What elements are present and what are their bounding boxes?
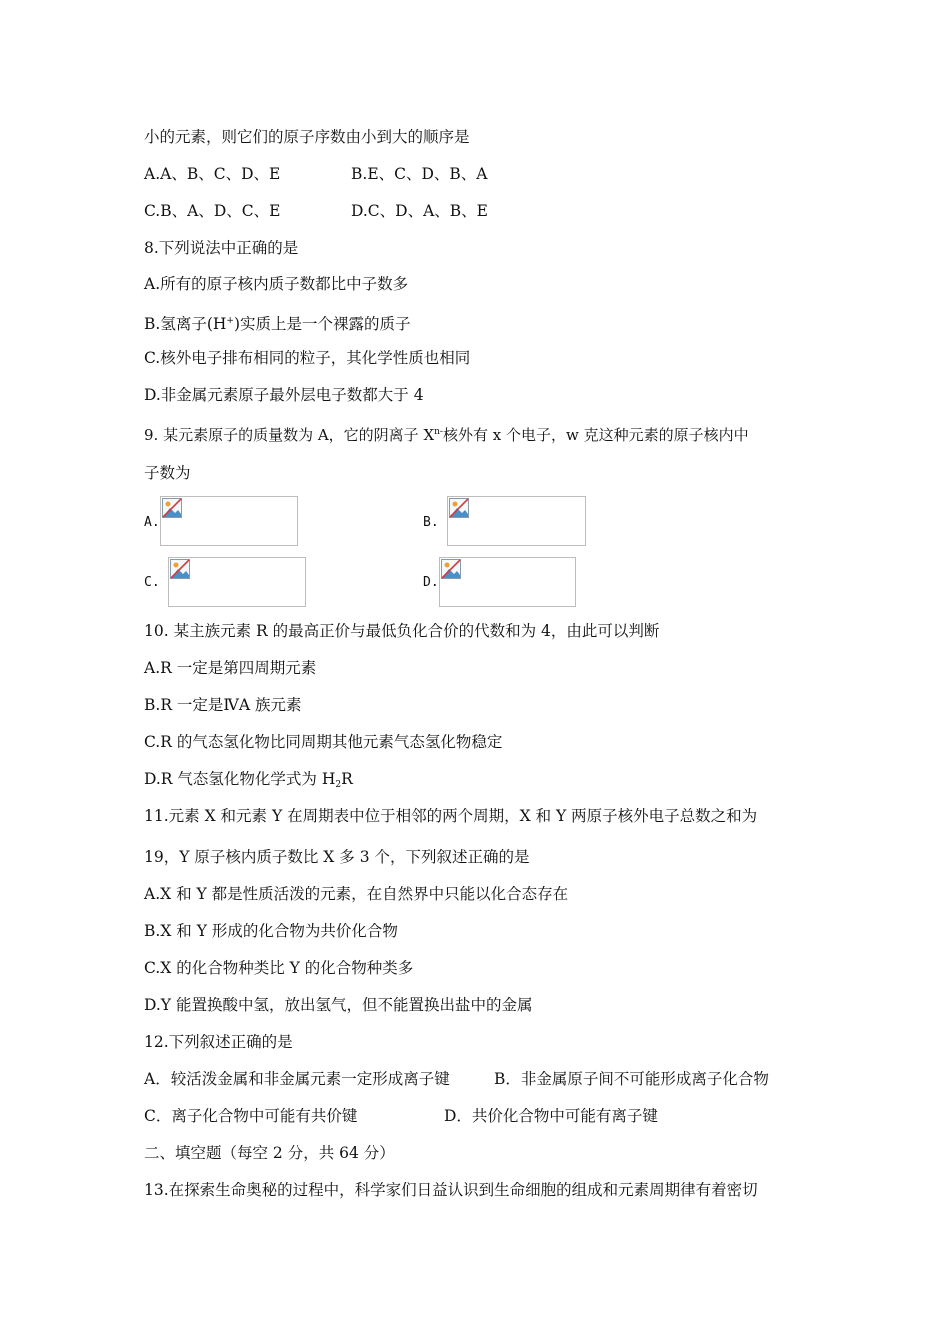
- broken-image-icon: [170, 559, 190, 579]
- broken-image-icon: [441, 559, 461, 579]
- q9-stem-sup: n-: [434, 427, 443, 437]
- q9-option-a-image: [160, 496, 298, 546]
- section-heading: 二、填空题（每空 2 分，共 64 分）: [144, 1144, 395, 1162]
- q9-label-c: C.: [144, 575, 160, 590]
- q9-option-b-image: [447, 496, 586, 546]
- q10-option-b: B.R 一定是ⅣA 族元素: [144, 696, 302, 714]
- q9-stem-post: 核外有 x 个电子，w 克这种元素的原子核内中: [442, 426, 749, 444]
- q7-option-b: B.E、C、D、B、A: [351, 165, 488, 183]
- q11-option-d: D.Y 能置换酸中氢，放出氢气，但不能置换出盐中的金属: [144, 996, 533, 1014]
- q12-option-a: A．较活泼金属和非金属元素一定形成离子键: [144, 1070, 450, 1088]
- q10-option-d: [144, 769, 353, 795]
- q11-option-b: B.X 和 Y 形成的化合物为共价化合物: [144, 922, 398, 940]
- broken-image-icon: [162, 498, 182, 518]
- q8-option-d: D.非金属元素原子最外层电子数都大于 4: [144, 386, 424, 404]
- broken-image-icon: [449, 498, 469, 518]
- q7-option-c: C.B、A、D、C、E: [144, 202, 281, 220]
- q9-label-a: A.: [144, 515, 160, 530]
- q12-option-d: D．共价化合物中可能有离子键: [444, 1107, 658, 1125]
- q9-option-d-image: [439, 557, 576, 607]
- q11-stem: 11.元素 X 和元素 Y 在周期表中位于相邻的两个周期，X 和 Y 两原子核外电子总数之和为: [144, 807, 758, 825]
- q9-label-b: B.: [423, 515, 439, 530]
- q11-option-a: A.X 和 Y 都是性质活泼的元素，在自然界中只能以化合态存在: [144, 885, 569, 903]
- q7-option-a: A.A、B、C、D、E: [144, 165, 281, 183]
- q10-option-d-post: R: [341, 770, 353, 788]
- q8-option-a: A.所有的原子核内质子数都比中子数多: [144, 275, 409, 293]
- q12-option-b: B．非金属原子间不可能形成离子化合物: [494, 1070, 769, 1088]
- q11-option-c: C.X 的化合物种类比 Y 的化合物种类多: [144, 959, 414, 977]
- q8-option-b-pre: B.氢离子(H: [144, 315, 227, 333]
- q10-option-d-sub: 2: [335, 780, 342, 790]
- q10-option-c: C.R 的气态氢化物比同周期其他元素气态氢化物稳定: [144, 733, 503, 751]
- q13-stem: 13.在探索生命奥秘的过程中，科学家们日益认识到生命细胞的组成和元素周期律有着密切: [144, 1181, 758, 1199]
- q8-option-b-sup: +: [226, 316, 234, 326]
- q9-stem-line2: 子数为: [144, 464, 191, 482]
- q9-option-c-image: [168, 557, 306, 607]
- q9-stem: [144, 422, 749, 445]
- q8-option-b: [144, 311, 411, 334]
- q8-stem: 8.下列说法中正确的是: [144, 239, 299, 257]
- q9-stem-pre: 9. 某元素原子的质量数为 A，它的阴离子 X: [144, 426, 435, 444]
- q11-stem-line2: 19，Y 原子核内质子数比 X 多 3 个，下列叙述正确的是: [144, 848, 530, 866]
- q7-option-d: D.C、D、A、B、E: [351, 202, 488, 220]
- q8-option-b-post: )实质上是一个裸露的质子: [233, 315, 411, 333]
- q8-option-c: C.核外电子排布相同的粒子，其化学性质也相同: [144, 349, 471, 367]
- q10-stem: 10. 某主族元素 R 的最高正价与最低负化合价的代数和为 4，由此可以判断: [144, 622, 660, 640]
- q7-stem-tail: 小的元素，则它们的原子序数由小到大的顺序是: [144, 128, 470, 146]
- q10-option-d-pre: D.R 气态氢化物化学式为 H: [144, 770, 336, 788]
- q12-option-c: C．离子化合物中可能有共价键: [144, 1107, 358, 1125]
- q10-option-a: A.R 一定是第四周期元素: [144, 659, 317, 677]
- q12-stem: 12.下列叙述正确的是: [144, 1033, 293, 1051]
- q9-label-d: D.: [423, 575, 439, 590]
